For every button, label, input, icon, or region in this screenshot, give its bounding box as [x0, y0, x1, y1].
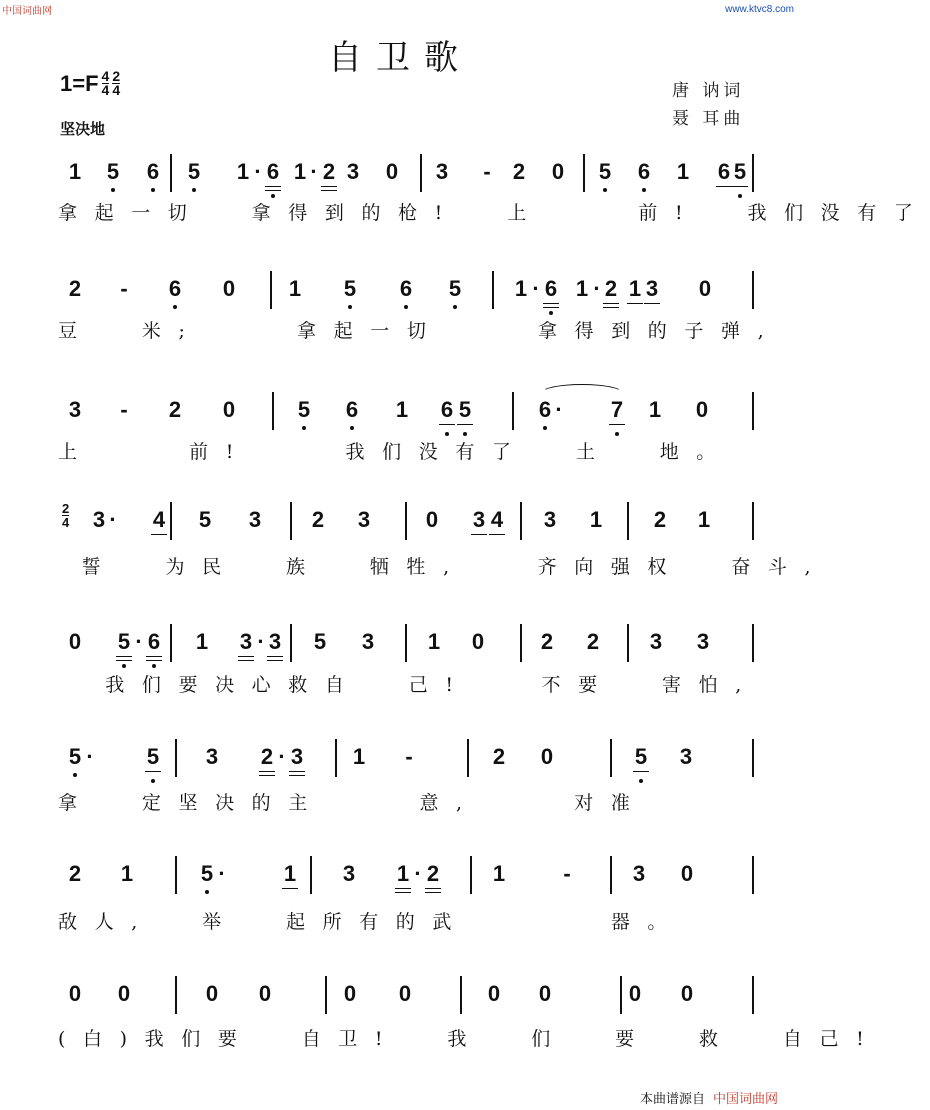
bar-line — [520, 624, 522, 662]
note: 3 — [472, 507, 486, 532]
note: 0 — [343, 981, 357, 1006]
dash: - — [405, 744, 413, 769]
note: 1 — [195, 629, 209, 654]
note: 2 — [68, 861, 82, 886]
augment-dot: · — [135, 629, 143, 654]
underline — [609, 424, 625, 425]
underline — [603, 307, 619, 308]
octave-dot-below — [173, 305, 177, 309]
bar-line — [335, 739, 337, 777]
bar-line — [170, 624, 172, 662]
underline — [289, 771, 305, 772]
underline — [321, 186, 337, 187]
bar-line — [290, 502, 292, 540]
octave-dot-below — [152, 664, 156, 668]
bar-line — [610, 856, 612, 894]
note: 1 — [514, 276, 528, 301]
note: 6 — [538, 397, 552, 422]
note: 3 — [357, 507, 371, 532]
augment-dot: · — [555, 397, 563, 422]
note: 1 — [283, 861, 297, 886]
underline — [395, 892, 411, 893]
underline — [471, 534, 487, 535]
lyric-line: 豆 米; 拿起一切 拿得到的子弹, — [58, 320, 782, 342]
note: 0 — [222, 276, 236, 301]
bar-line — [325, 976, 327, 1014]
octave-dot-below — [151, 779, 155, 783]
notation-line — [58, 267, 768, 313]
bar-line — [627, 624, 629, 662]
bar-line — [752, 271, 754, 309]
underline — [259, 775, 275, 776]
octave-dot-below — [192, 188, 196, 192]
note: 1 — [575, 276, 589, 301]
note: 5 — [117, 629, 131, 654]
note: 5 — [187, 159, 201, 184]
underline — [543, 307, 559, 308]
note: 2 — [604, 276, 618, 301]
note: 5 — [313, 629, 327, 654]
lyric-line: 拿 定坚决的主 意, 对准 — [58, 792, 648, 814]
note: 1 — [293, 159, 307, 184]
bar-line — [310, 856, 312, 894]
augment-dot: · — [414, 861, 422, 886]
notation-line — [58, 388, 768, 434]
note: 0 — [471, 629, 485, 654]
note: 2 — [322, 159, 336, 184]
bar-line — [752, 856, 754, 894]
underline — [116, 656, 132, 657]
octave-dot-below — [543, 426, 547, 430]
octave-dot-below — [348, 305, 352, 309]
underline — [267, 656, 283, 657]
note: 1 — [589, 507, 603, 532]
octave-dot-below — [404, 305, 408, 309]
note: 3 — [92, 507, 106, 532]
note: 1 — [396, 861, 410, 886]
key-label: 1=F — [60, 70, 99, 96]
note: 1 — [697, 507, 711, 532]
note: 0 — [68, 629, 82, 654]
note: 3 — [290, 744, 304, 769]
note: 5 — [198, 507, 212, 532]
note: 5 — [448, 276, 462, 301]
note: 3 — [346, 159, 360, 184]
note: 2 — [260, 744, 274, 769]
lyric-line: 誓 为民 族 牺牲, 齐向强权 奋斗, — [58, 556, 829, 578]
note: 6 — [717, 159, 731, 184]
slur — [540, 384, 624, 403]
bar-line — [270, 271, 272, 309]
notation-line — [58, 620, 768, 666]
note: 2 — [311, 507, 325, 532]
note: 1 — [427, 629, 441, 654]
bar-line — [512, 392, 514, 430]
bar-line — [460, 976, 462, 1014]
note: 5 — [598, 159, 612, 184]
underline — [265, 186, 281, 187]
note: 5 — [106, 159, 120, 184]
time-signature-2: $\frac{2}{4}$ — [112, 68, 121, 98]
note: 0 — [487, 981, 501, 1006]
bar-line — [492, 271, 494, 309]
augment-dot: · — [257, 629, 265, 654]
augment-dot: · — [593, 276, 601, 301]
underline — [439, 424, 455, 425]
note: 3 — [361, 629, 375, 654]
note: 1 — [628, 276, 642, 301]
note: 2 — [492, 744, 506, 769]
note: 0 — [117, 981, 131, 1006]
note: 0 — [551, 159, 565, 184]
octave-dot-below — [73, 773, 77, 777]
note: 5 — [68, 744, 82, 769]
octave-dot-below — [603, 188, 607, 192]
octave-dot-below — [111, 188, 115, 192]
notation-line — [58, 852, 768, 898]
time-signature-top: 2 — [62, 501, 70, 516]
note: 0 — [680, 981, 694, 1006]
bar-line — [752, 392, 754, 430]
underline — [116, 660, 132, 661]
underline — [644, 303, 660, 304]
bar-line — [170, 154, 172, 192]
watermark-right: www.ktvc8.com — [725, 4, 794, 15]
note: 0 — [222, 397, 236, 422]
note: 2 — [512, 159, 526, 184]
footer-credit: 本曲谱源自 中国词曲网 — [640, 1092, 779, 1107]
bar-line — [405, 502, 407, 540]
octave-dot-below — [463, 432, 467, 436]
underline — [146, 656, 162, 657]
underline — [457, 424, 473, 425]
note: 0 — [628, 981, 642, 1006]
note: 0 — [398, 981, 412, 1006]
octave-dot-below — [453, 305, 457, 309]
notation-line — [58, 150, 768, 196]
underline — [238, 660, 254, 661]
note: 3 — [342, 861, 356, 886]
note: 3 — [649, 629, 663, 654]
bar-line — [583, 154, 585, 192]
lyric-line: (白)我们要 自卫! 我 们 要 救 自己! — [58, 1028, 882, 1050]
underline — [425, 888, 441, 889]
underline — [259, 771, 275, 772]
underline — [238, 656, 254, 657]
note: 3 — [543, 507, 557, 532]
augment-dot: · — [310, 159, 318, 184]
underline — [732, 186, 748, 187]
underline — [633, 771, 649, 772]
time-signature-change — [62, 502, 69, 529]
octave-dot-below — [639, 779, 643, 783]
note: 6 — [440, 397, 454, 422]
note: 0 — [68, 981, 82, 1006]
note: 5 — [458, 397, 472, 422]
note: 3 — [68, 397, 82, 422]
note: 7 — [610, 397, 624, 422]
lyric-line: 我们要决心救自 己! 不要 害怕, — [58, 674, 759, 696]
note: 0 — [680, 861, 694, 886]
bar-line — [752, 154, 754, 192]
bar-line — [470, 856, 472, 894]
note: 3 — [632, 861, 646, 886]
underline — [146, 660, 162, 661]
note: 5 — [297, 397, 311, 422]
dash: - — [120, 276, 128, 301]
underline — [425, 892, 441, 893]
note: 0 — [538, 981, 552, 1006]
octave-dot-below — [122, 664, 126, 668]
note: 2 — [68, 276, 82, 301]
tempo-marking: 坚决地 — [60, 120, 106, 138]
dash: - — [483, 159, 491, 184]
bar-line — [620, 976, 622, 1014]
augment-dot: · — [278, 744, 286, 769]
note: 0 — [425, 507, 439, 532]
bar-line — [272, 392, 274, 430]
note: 1 — [352, 744, 366, 769]
bar-line — [175, 739, 177, 777]
note: 6 — [544, 276, 558, 301]
note: 4 — [490, 507, 504, 532]
underline — [603, 303, 619, 304]
note: 1 — [120, 861, 134, 886]
bar-line — [610, 739, 612, 777]
dash: - — [563, 861, 571, 886]
underline — [627, 303, 643, 304]
note: 3 — [205, 744, 219, 769]
bar-line — [175, 856, 177, 894]
note: 1 — [676, 159, 690, 184]
note: 3 — [435, 159, 449, 184]
notation-line — [58, 735, 768, 781]
note: 2 — [168, 397, 182, 422]
notation-line — [58, 972, 768, 1018]
bar-line — [752, 502, 754, 540]
octave-dot-below — [350, 426, 354, 430]
composer-credit: 聂 耳曲 — [672, 109, 745, 129]
note: 1 — [288, 276, 302, 301]
note: 0 — [385, 159, 399, 184]
underline — [395, 888, 411, 889]
note: 1 — [236, 159, 250, 184]
note: 3 — [239, 629, 253, 654]
octave-dot-below — [642, 188, 646, 192]
note: 5 — [343, 276, 357, 301]
note: 1 — [492, 861, 506, 886]
dash: - — [120, 397, 128, 422]
bar-line — [752, 976, 754, 1014]
underline — [265, 190, 281, 191]
lyric-line: 敌人, 举 起所有的武 器。 — [58, 911, 685, 933]
lyricist-credit: 唐 讷词 — [672, 81, 745, 101]
note: 6 — [345, 397, 359, 422]
key-signature — [60, 70, 120, 97]
note: 2 — [586, 629, 600, 654]
lyric-line: 拿起一切 拿得到的枪! 上 前! 我们没有了 — [58, 202, 930, 224]
song-title: 自卫歌 — [328, 38, 472, 78]
underline — [489, 534, 505, 535]
note: 2 — [426, 861, 440, 886]
note: 6 — [399, 276, 413, 301]
underline — [321, 190, 337, 191]
note: 0 — [205, 981, 219, 1006]
augment-dot: · — [86, 744, 94, 769]
watermark-left: 中国词曲网 — [2, 6, 52, 17]
bar-line — [170, 502, 172, 540]
note: 6 — [266, 159, 280, 184]
octave-dot-below — [205, 890, 209, 894]
octave-dot-below — [549, 311, 553, 315]
bar-line — [420, 154, 422, 192]
octave-dot-below — [302, 426, 306, 430]
note: 3 — [248, 507, 262, 532]
augment-dot: · — [218, 861, 226, 886]
note: 4 — [152, 507, 166, 532]
notation-line — [58, 498, 768, 544]
underline — [151, 534, 167, 535]
note: 5 — [200, 861, 214, 886]
underline — [716, 186, 732, 187]
underline — [282, 888, 298, 889]
bar-line — [520, 502, 522, 540]
augment-dot: · — [532, 276, 540, 301]
underline — [289, 775, 305, 776]
note: 3 — [645, 276, 659, 301]
time-signature-1: $\frac{4}{4}$ — [101, 68, 110, 98]
note: 1 — [395, 397, 409, 422]
note: 0 — [540, 744, 554, 769]
note: 2 — [540, 629, 554, 654]
underline — [267, 660, 283, 661]
bar-line — [752, 624, 754, 662]
note: 6 — [168, 276, 182, 301]
note: 1 — [68, 159, 82, 184]
underline — [145, 771, 161, 772]
note: 0 — [698, 276, 712, 301]
note: 2 — [653, 507, 667, 532]
bar-line — [290, 624, 292, 662]
note: 5 — [733, 159, 747, 184]
note: 5 — [634, 744, 648, 769]
note: 3 — [679, 744, 693, 769]
bar-line — [467, 739, 469, 777]
bar-line — [175, 976, 177, 1014]
augment-dot: · — [254, 159, 262, 184]
note: 6 — [146, 159, 160, 184]
bar-line — [752, 739, 754, 777]
note: 1 — [648, 397, 662, 422]
bar-line — [627, 502, 629, 540]
note: 0 — [695, 397, 709, 422]
note: 5 — [146, 744, 160, 769]
augment-dot: · — [109, 507, 117, 532]
time-signature-bottom: 4 — [62, 515, 70, 530]
octave-dot-below — [445, 432, 449, 436]
octave-dot-below — [151, 188, 155, 192]
note: 6 — [637, 159, 651, 184]
note: 0 — [258, 981, 272, 1006]
octave-dot-below — [615, 432, 619, 436]
note: 3 — [696, 629, 710, 654]
note: 3 — [268, 629, 282, 654]
underline — [543, 303, 559, 304]
bar-line — [405, 624, 407, 662]
lyric-line: 上 前! 我们没有了 土 地。 — [58, 441, 733, 463]
note: 6 — [147, 629, 161, 654]
